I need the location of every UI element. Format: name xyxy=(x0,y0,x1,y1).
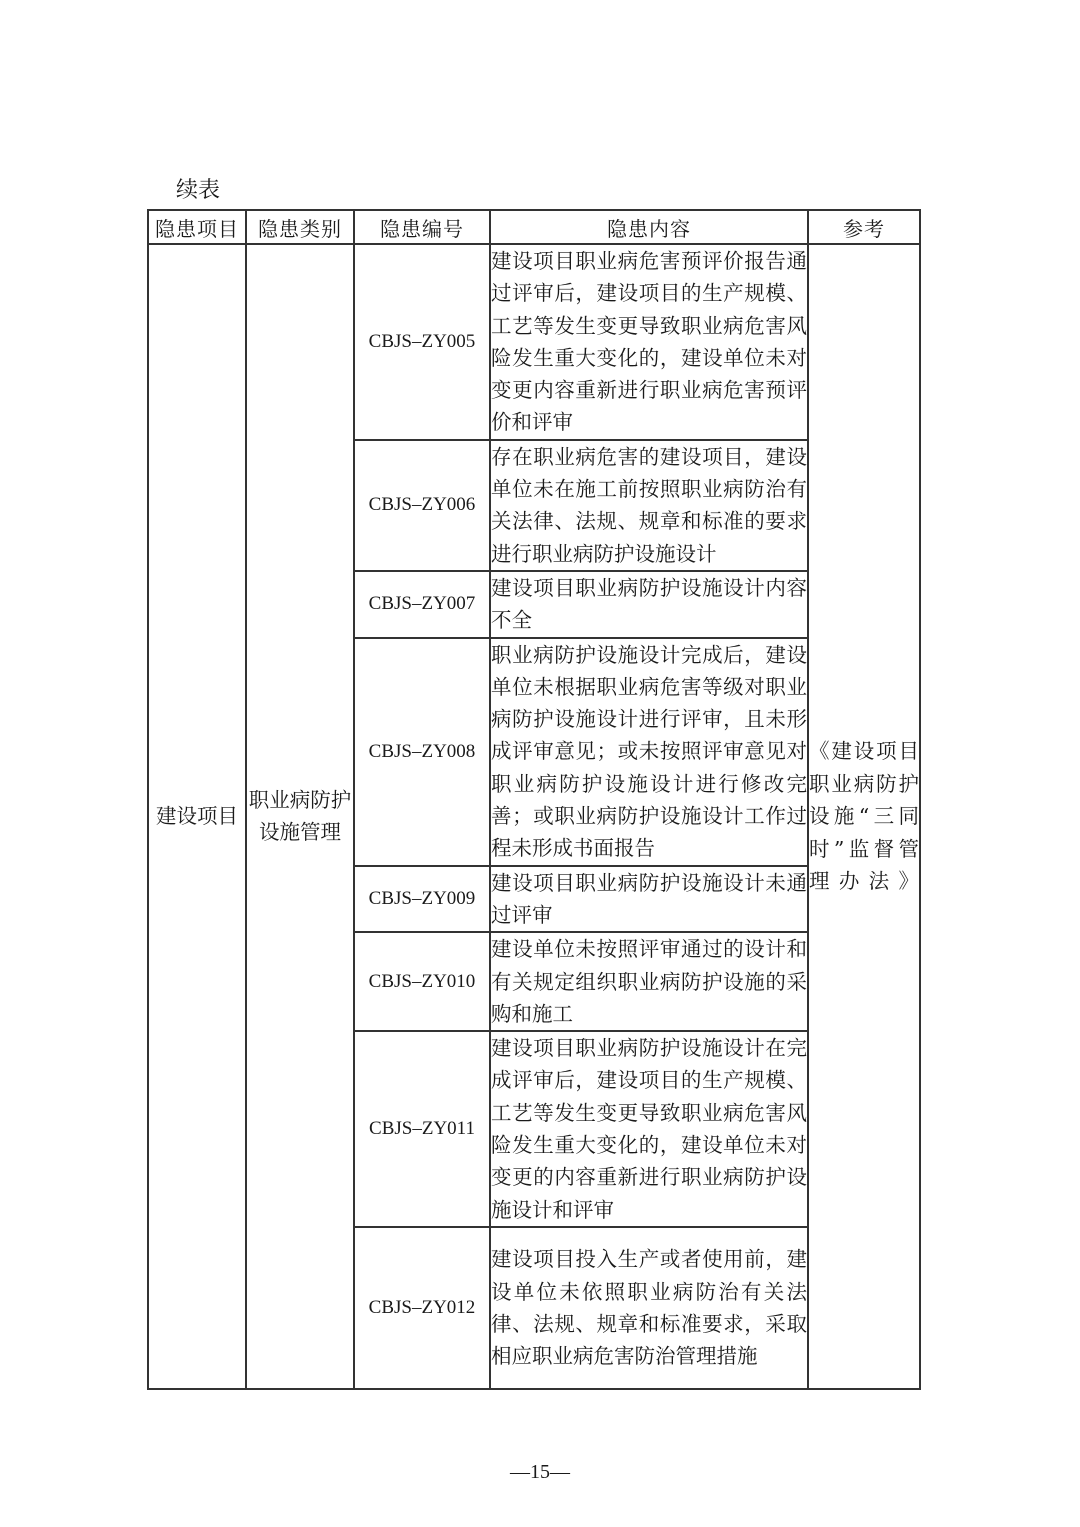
table-caption: 续表 xyxy=(176,178,221,203)
hazard-content: 存在职业病危害的建设项目，建设单位未在施工前按照职业病防治有关法律、法规、规章和标准的要求进行职业病防护设施设计 xyxy=(490,440,808,571)
hazard-content: 建设项目职业病危害预评价报告通过评审后，建设项目的生产规模、工艺等发生变更导致职业病危害风险发生重大变化的，建设单位未对变更内容重新进行职业病危害预评价和评审 xyxy=(490,244,808,440)
hazard-code: CBJS–ZY011 xyxy=(354,1031,490,1227)
header-item: 隐患项目 xyxy=(148,210,246,244)
hazard-code: CBJS–ZY007 xyxy=(354,571,490,638)
hazard-category-cell: 职业病防护设施管理 xyxy=(246,244,354,1389)
page-number: —15— xyxy=(510,1461,570,1483)
hazard-table xyxy=(147,209,921,1390)
hazard-code: CBJS–ZY009 xyxy=(354,866,490,933)
header-reference: 参考 xyxy=(808,210,920,244)
header-content: 隐患内容 xyxy=(490,210,808,244)
hazard-content: 建设项目投入生产或者使用前，建设单位未依照职业病防治有关法律、法规、规章和标准要求，采取相应职业病危害防治管理措施 xyxy=(490,1227,808,1389)
header-category: 隐患类别 xyxy=(246,210,354,244)
hazard-content: 建设项目职业病防护设施设计未通过评审 xyxy=(490,866,808,933)
hazard-content: 建设项目职业病防护设施设计内容不全 xyxy=(490,571,808,638)
table-row xyxy=(148,244,920,440)
header-code: 隐患编号 xyxy=(354,210,490,244)
hazard-code: CBJS–ZY010 xyxy=(354,932,490,1031)
reference-cell: 《建设项目职业病防护设施“三同时”监督管理办法》 xyxy=(808,244,920,1389)
hazard-content: 建设单位未按照评审通过的设计和有关规定组织职业病防护设施的采购和施工 xyxy=(490,932,808,1031)
hazard-code: CBJS–ZY006 xyxy=(354,440,490,571)
hazard-code: CBJS–ZY008 xyxy=(354,638,490,866)
hazard-item-cell: 建设项目 xyxy=(148,244,246,1389)
hazard-content: 职业病防护设施设计完成后，建设单位未根据职业病危害等级对职业病防护设施设计进行评审，且未形成评审意见；或未按照评审意见对职业病防护设施设计进行修改完善；或职业病防护设施设计工作过程未形成书面报告 xyxy=(490,638,808,866)
hazard-content: 建设项目职业病防护设施设计在完成评审后，建设项目的生产规模、工艺等发生变更导致职业病危害风险发生重大变化的，建设单位未对变更的内容重新进行职业病防护设施设计和评审 xyxy=(490,1031,808,1227)
hazard-code: CBJS–ZY012 xyxy=(354,1227,490,1389)
table-header-row xyxy=(148,210,920,244)
hazard-code: CBJS–ZY005 xyxy=(354,244,490,440)
